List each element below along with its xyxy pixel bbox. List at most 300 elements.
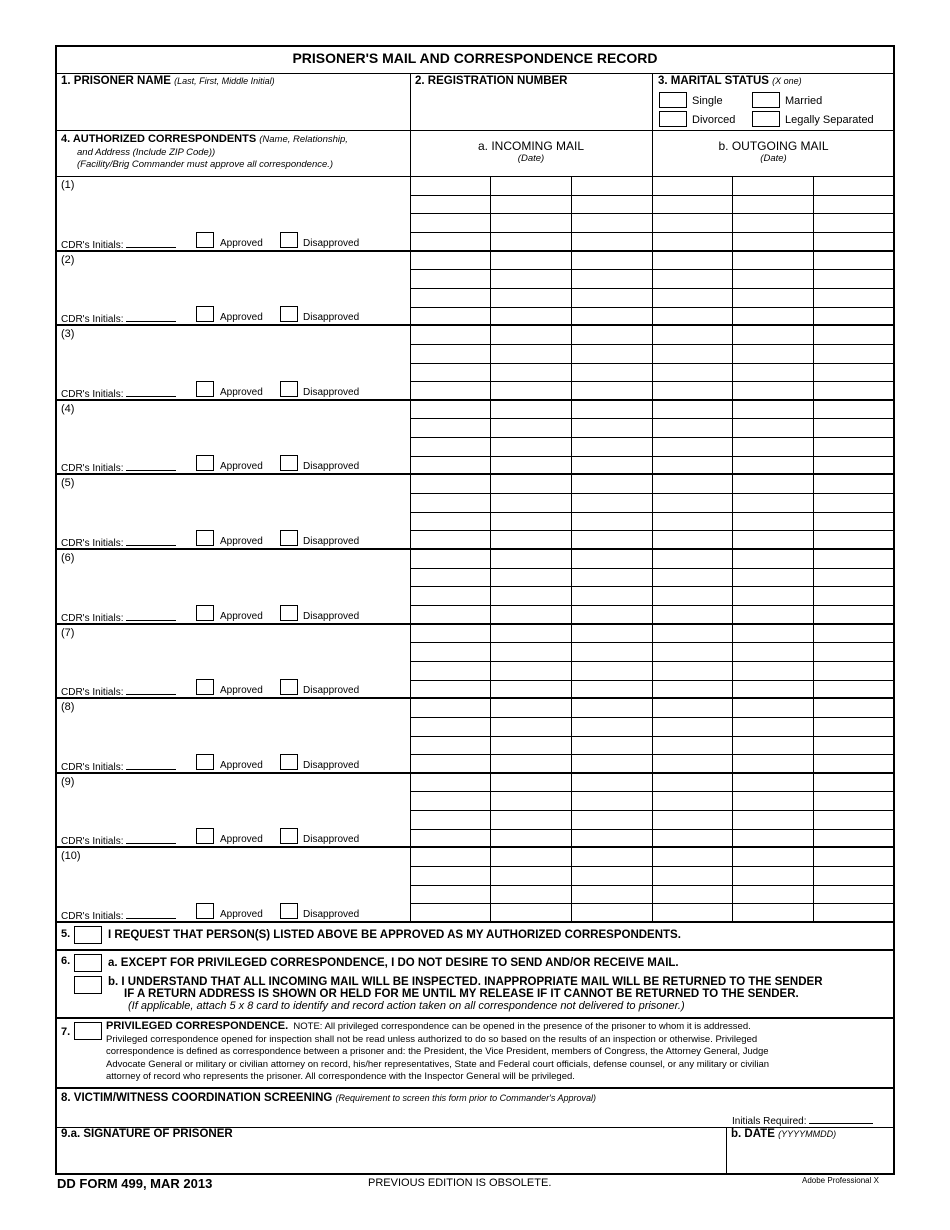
disapproved-checkbox[interactable] xyxy=(280,306,298,322)
approved-checkbox[interactable] xyxy=(196,679,214,695)
incoming-date-cell[interactable] xyxy=(410,288,490,307)
approved-checkbox[interactable] xyxy=(196,754,214,770)
cdr-initials-line[interactable] xyxy=(126,536,176,546)
incoming-date-cell[interactable] xyxy=(410,642,490,661)
incoming-date-cell[interactable] xyxy=(571,381,652,400)
cdr-initials-line[interactable] xyxy=(126,760,176,770)
section7-checkbox[interactable] xyxy=(74,1022,102,1040)
cdr-initials-line[interactable] xyxy=(126,238,176,248)
outgoing-date-cell[interactable] xyxy=(652,288,732,307)
outgoing-date-cell[interactable] xyxy=(732,288,813,307)
outgoing-date-cell[interactable] xyxy=(652,344,732,363)
outgoing-date-cell[interactable] xyxy=(652,791,732,810)
outgoing-date-cell[interactable] xyxy=(813,586,895,605)
outgoing-date-cell[interactable] xyxy=(652,325,732,344)
outgoing-date-cell[interactable] xyxy=(813,456,895,475)
incoming-date-cell[interactable] xyxy=(490,847,571,866)
outgoing-date-cell[interactable] xyxy=(652,213,732,232)
incoming-date-cell[interactable] xyxy=(410,810,490,829)
approved-checkbox[interactable] xyxy=(196,306,214,322)
outgoing-date-cell[interactable] xyxy=(652,661,732,680)
incoming-date-cell[interactable] xyxy=(490,288,571,307)
outgoing-date-cell[interactable] xyxy=(652,549,732,568)
outgoing-date-cell[interactable] xyxy=(652,829,732,848)
outgoing-date-cell[interactable] xyxy=(652,307,732,326)
incoming-date-cell[interactable] xyxy=(571,568,652,587)
outgoing-date-cell[interactable] xyxy=(813,903,895,922)
section8-initials-line[interactable] xyxy=(809,1114,873,1124)
incoming-date-cell[interactable] xyxy=(571,717,652,736)
outgoing-date-cell[interactable] xyxy=(652,605,732,624)
outgoing-date-cell[interactable] xyxy=(813,363,895,382)
incoming-date-cell[interactable] xyxy=(571,773,652,792)
incoming-date-cell[interactable] xyxy=(410,418,490,437)
outgoing-date-cell[interactable] xyxy=(732,512,813,531)
outgoing-date-cell[interactable] xyxy=(813,418,895,437)
incoming-date-cell[interactable] xyxy=(490,176,571,195)
incoming-date-cell[interactable] xyxy=(571,418,652,437)
outgoing-date-cell[interactable] xyxy=(732,456,813,475)
outgoing-date-cell[interactable] xyxy=(813,344,895,363)
incoming-date-cell[interactable] xyxy=(490,773,571,792)
section5-text: I REQUEST THAT PERSON(S) LISTED ABOVE BE APPROVED AS MY AUTHORIZED CORRESPONDENTS. xyxy=(108,929,681,941)
outgoing-date-cell[interactable] xyxy=(732,549,813,568)
outgoing-date-cell[interactable] xyxy=(652,474,732,493)
outgoing-date-cell[interactable] xyxy=(652,773,732,792)
outgoing-date-cell[interactable] xyxy=(813,325,895,344)
outgoing-date-cell[interactable] xyxy=(652,456,732,475)
incoming-date-cell[interactable] xyxy=(571,269,652,288)
incoming-date-cell[interactable] xyxy=(410,791,490,810)
outgoing-date-cell[interactable] xyxy=(732,195,813,214)
cdr-initials-line[interactable] xyxy=(126,461,176,471)
outgoing-date-cell[interactable] xyxy=(813,680,895,699)
incoming-date-cell[interactable] xyxy=(490,810,571,829)
incoming-date-cell[interactable] xyxy=(410,251,490,270)
outgoing-date-cell[interactable] xyxy=(813,437,895,456)
incoming-date-cell[interactable] xyxy=(571,586,652,605)
outgoing-date-cell[interactable] xyxy=(732,232,813,251)
disapproved-checkbox[interactable] xyxy=(280,455,298,471)
grid-column-line xyxy=(490,176,491,922)
outgoing-date-cell[interactable] xyxy=(732,400,813,419)
outgoing-date-cell[interactable] xyxy=(652,195,732,214)
incoming-date-cell[interactable] xyxy=(571,400,652,419)
incoming-date-cell[interactable] xyxy=(410,866,490,885)
outgoing-date-cell[interactable] xyxy=(652,624,732,643)
single-checkbox[interactable] xyxy=(659,92,687,108)
incoming-date-cell[interactable] xyxy=(571,213,652,232)
registration-number-field[interactable] xyxy=(415,75,568,87)
incoming-date-cell[interactable] xyxy=(410,530,490,549)
outgoing-date-cell[interactable] xyxy=(813,307,895,326)
incoming-date-cell[interactable] xyxy=(490,530,571,549)
outgoing-date-cell[interactable] xyxy=(813,232,895,251)
software-note: Adobe Professional X xyxy=(802,1176,879,1185)
incoming-date-cell[interactable] xyxy=(490,456,571,475)
incoming-date-cell[interactable] xyxy=(490,754,571,773)
incoming-date-cell[interactable] xyxy=(490,251,571,270)
incoming-date-cell[interactable] xyxy=(571,829,652,848)
outgoing-date-cell[interactable] xyxy=(813,213,895,232)
incoming-date-cell[interactable] xyxy=(410,698,490,717)
incoming-date-cell[interactable] xyxy=(410,381,490,400)
outgoing-date-cell[interactable] xyxy=(732,568,813,587)
disapproved-checkbox[interactable] xyxy=(280,903,298,919)
outgoing-date-cell[interactable] xyxy=(813,288,895,307)
incoming-date-cell[interactable] xyxy=(410,232,490,251)
outgoing-date-cell[interactable] xyxy=(732,344,813,363)
outgoing-date-cell[interactable] xyxy=(813,642,895,661)
outgoing-date-cell[interactable] xyxy=(813,251,895,270)
incoming-date-cell[interactable] xyxy=(410,605,490,624)
outgoing-date-cell[interactable] xyxy=(732,213,813,232)
incoming-date-cell[interactable] xyxy=(571,307,652,326)
incoming-date-cell[interactable] xyxy=(410,363,490,382)
outgoing-date-cell[interactable] xyxy=(732,624,813,643)
section5-checkbox[interactable] xyxy=(74,926,102,944)
outgoing-date-cell[interactable] xyxy=(732,717,813,736)
incoming-date-cell[interactable] xyxy=(490,232,571,251)
outgoing-date-cell[interactable] xyxy=(732,381,813,400)
incoming-date-cell[interactable] xyxy=(410,680,490,699)
incoming-date-cell[interactable] xyxy=(410,549,490,568)
cdr-initials-line[interactable] xyxy=(126,685,176,695)
incoming-date-cell[interactable] xyxy=(490,717,571,736)
incoming-date-cell[interactable] xyxy=(571,176,652,195)
outgoing-date-cell[interactable] xyxy=(652,418,732,437)
incoming-date-cell[interactable] xyxy=(490,213,571,232)
incoming-date-cell[interactable] xyxy=(490,680,571,699)
outgoing-date-cell[interactable] xyxy=(813,661,895,680)
outgoing-date-cell[interactable] xyxy=(652,493,732,512)
outgoing-date-cell[interactable] xyxy=(813,474,895,493)
separated-checkbox[interactable] xyxy=(752,111,780,127)
outgoing-date-cell[interactable] xyxy=(732,754,813,773)
outgoing-date-cell[interactable] xyxy=(813,754,895,773)
outgoing-date-cell[interactable] xyxy=(732,269,813,288)
outgoing-date-cell[interactable] xyxy=(813,530,895,549)
outgoing-date-cell[interactable] xyxy=(732,530,813,549)
approved-checkbox[interactable] xyxy=(196,530,214,546)
outgoing-date-cell[interactable] xyxy=(732,586,813,605)
date-field[interactable] xyxy=(731,1128,836,1140)
outgoing-date-cell[interactable] xyxy=(652,363,732,382)
outgoing-date-cell[interactable] xyxy=(652,568,732,587)
incoming-date-cell[interactable] xyxy=(410,400,490,419)
outgoing-date-cell[interactable] xyxy=(652,866,732,885)
incoming-date-cell[interactable] xyxy=(571,605,652,624)
incoming-date-cell[interactable] xyxy=(490,269,571,288)
incoming-date-cell[interactable] xyxy=(490,791,571,810)
incoming-date-cell[interactable] xyxy=(490,512,571,531)
disapproved-checkbox[interactable] xyxy=(280,381,298,397)
incoming-date-cell[interactable] xyxy=(571,661,652,680)
incoming-date-cell[interactable] xyxy=(571,512,652,531)
approved-checkbox[interactable] xyxy=(196,232,214,248)
incoming-date-cell[interactable] xyxy=(490,903,571,922)
incoming-date-cell[interactable] xyxy=(410,437,490,456)
incoming-date-cell[interactable] xyxy=(571,866,652,885)
correspondent-number: (10) xyxy=(61,850,81,863)
outgoing-date-cell[interactable] xyxy=(813,605,895,624)
married-checkbox[interactable] xyxy=(752,92,780,108)
correspondents-hint-1: (Name, Relationship, xyxy=(259,134,348,145)
incoming-date-cell[interactable] xyxy=(410,586,490,605)
incoming-date-cell[interactable] xyxy=(410,568,490,587)
incoming-date-cell[interactable] xyxy=(410,773,490,792)
outgoing-date-cell[interactable] xyxy=(652,437,732,456)
signature-field[interactable] xyxy=(61,1128,233,1140)
outgoing-date-cell[interactable] xyxy=(732,418,813,437)
incoming-date-cell[interactable] xyxy=(490,344,571,363)
incoming-date-cell[interactable] xyxy=(490,661,571,680)
outgoing-date-cell[interactable] xyxy=(813,269,895,288)
section7-number: 7. xyxy=(61,1026,71,1038)
outgoing-date-cell[interactable] xyxy=(652,903,732,922)
incoming-date-cell[interactable] xyxy=(490,325,571,344)
incoming-date-cell[interactable] xyxy=(490,437,571,456)
incoming-date-cell[interactable] xyxy=(490,418,571,437)
outgoing-date-cell[interactable] xyxy=(652,642,732,661)
incoming-date-cell[interactable] xyxy=(571,791,652,810)
incoming-date-cell[interactable] xyxy=(490,195,571,214)
outgoing-date-cell[interactable] xyxy=(732,325,813,344)
married-label: Married xyxy=(785,95,823,107)
outgoing-date-cell[interactable] xyxy=(652,381,732,400)
outgoing-date-cell[interactable] xyxy=(652,232,732,251)
incoming-date-cell[interactable] xyxy=(410,717,490,736)
incoming-date-cell[interactable] xyxy=(571,344,652,363)
outgoing-date-cell[interactable] xyxy=(652,847,732,866)
outgoing-date-cell[interactable] xyxy=(732,176,813,195)
outgoing-date-cell[interactable] xyxy=(813,624,895,643)
incoming-date-cell[interactable] xyxy=(410,624,490,643)
outgoing-date-cell[interactable] xyxy=(732,847,813,866)
disapproved-checkbox[interactable] xyxy=(280,754,298,770)
outgoing-date-cell[interactable] xyxy=(652,736,732,755)
incoming-date-cell[interactable] xyxy=(571,549,652,568)
outgoing-date-cell[interactable] xyxy=(813,698,895,717)
cdr-initials-line[interactable] xyxy=(126,312,176,322)
incoming-date-cell[interactable] xyxy=(410,195,490,214)
incoming-date-cell[interactable] xyxy=(410,344,490,363)
incoming-date-cell[interactable] xyxy=(571,810,652,829)
outgoing-date-cell[interactable] xyxy=(813,493,895,512)
incoming-date-cell[interactable] xyxy=(571,195,652,214)
incoming-date-cell[interactable] xyxy=(571,325,652,344)
incoming-date-cell[interactable] xyxy=(571,288,652,307)
incoming-date-cell[interactable] xyxy=(410,493,490,512)
outgoing-date-cell[interactable] xyxy=(813,512,895,531)
incoming-date-cell[interactable] xyxy=(571,363,652,382)
incoming-date-cell[interactable] xyxy=(571,754,652,773)
outgoing-date-cell[interactable] xyxy=(652,269,732,288)
outgoing-date-cell[interactable] xyxy=(652,698,732,717)
approved-checkbox[interactable] xyxy=(196,381,214,397)
approved-label: Approved xyxy=(220,685,263,697)
outgoing-date-cell[interactable] xyxy=(813,381,895,400)
outgoing-date-cell[interactable] xyxy=(652,586,732,605)
incoming-date-cell[interactable] xyxy=(490,624,571,643)
disapproved-label: Disapproved xyxy=(303,610,360,622)
section6a-checkbox[interactable] xyxy=(74,954,102,972)
incoming-date-cell[interactable] xyxy=(571,642,652,661)
outgoing-date-cell[interactable] xyxy=(813,400,895,419)
incoming-date-cell[interactable] xyxy=(571,885,652,904)
incoming-date-cell[interactable] xyxy=(410,325,490,344)
incoming-date-cell[interactable] xyxy=(571,698,652,717)
incoming-date-cell[interactable] xyxy=(410,829,490,848)
cdr-initials-line[interactable] xyxy=(126,834,176,844)
incoming-date-cell[interactable] xyxy=(410,176,490,195)
incoming-date-cell[interactable] xyxy=(490,400,571,419)
incoming-date-cell[interactable] xyxy=(571,456,652,475)
incoming-date-cell[interactable] xyxy=(410,213,490,232)
incoming-date-cell[interactable] xyxy=(571,736,652,755)
incoming-date-cell[interactable] xyxy=(490,605,571,624)
incoming-date-cell[interactable] xyxy=(410,903,490,922)
incoming-date-cell[interactable] xyxy=(571,437,652,456)
incoming-date-cell[interactable] xyxy=(490,866,571,885)
outgoing-date-cell[interactable] xyxy=(732,493,813,512)
outgoing-date-cell[interactable] xyxy=(732,474,813,493)
cdr-initials-line[interactable] xyxy=(126,611,176,621)
grid-column-line xyxy=(813,176,814,922)
outgoing-date-cell[interactable] xyxy=(813,736,895,755)
incoming-date-cell[interactable] xyxy=(571,474,652,493)
incoming-date-cell[interactable] xyxy=(490,586,571,605)
incoming-date-cell[interactable] xyxy=(410,847,490,866)
incoming-date-cell[interactable] xyxy=(571,530,652,549)
incoming-date-cell[interactable] xyxy=(410,474,490,493)
outgoing-date-cell[interactable] xyxy=(732,307,813,326)
signature-label: 9.a. SIGNATURE OF PRISONER xyxy=(61,1128,233,1140)
outgoing-date-cell[interactable] xyxy=(732,605,813,624)
outgoing-date-cell[interactable] xyxy=(652,717,732,736)
outgoing-date-cell[interactable] xyxy=(652,251,732,270)
incoming-date-cell[interactable] xyxy=(571,624,652,643)
outgoing-date-cell[interactable] xyxy=(732,810,813,829)
incoming-date-cell[interactable] xyxy=(410,661,490,680)
incoming-date-cell[interactable] xyxy=(410,736,490,755)
outgoing-date-cell[interactable] xyxy=(652,680,732,699)
incoming-date-cell[interactable] xyxy=(571,903,652,922)
section6b-checkbox[interactable] xyxy=(74,976,102,994)
outgoing-date-cell[interactable] xyxy=(732,642,813,661)
outgoing-date-cell[interactable] xyxy=(732,736,813,755)
disapproved-checkbox[interactable] xyxy=(280,605,298,621)
outgoing-date-cell[interactable] xyxy=(732,661,813,680)
section8-initials[interactable] xyxy=(732,1114,873,1127)
outgoing-date-cell[interactable] xyxy=(813,810,895,829)
incoming-date-cell[interactable] xyxy=(410,885,490,904)
incoming-date-cell[interactable] xyxy=(410,269,490,288)
outgoing-date-cell[interactable] xyxy=(732,251,813,270)
outgoing-date-cell[interactable] xyxy=(813,176,895,195)
incoming-date-cell[interactable] xyxy=(490,698,571,717)
correspondent-number: (1) xyxy=(61,179,75,191)
approved-checkbox[interactable] xyxy=(196,903,214,919)
approved-checkbox[interactable] xyxy=(196,455,214,471)
disapproved-checkbox[interactable] xyxy=(280,828,298,844)
incoming-date-cell[interactable] xyxy=(410,754,490,773)
disapproved-checkbox[interactable] xyxy=(280,679,298,695)
outgoing-date-cell[interactable] xyxy=(652,530,732,549)
incoming-date-cell[interactable] xyxy=(490,642,571,661)
prisoner-name-field[interactable] xyxy=(61,75,275,87)
incoming-date-cell[interactable] xyxy=(490,736,571,755)
outgoing-date-cell[interactable] xyxy=(732,866,813,885)
outgoing-date-cell[interactable] xyxy=(813,549,895,568)
incoming-date-cell[interactable] xyxy=(571,493,652,512)
incoming-date-cell[interactable] xyxy=(571,680,652,699)
outgoing-date-cell[interactable] xyxy=(732,363,813,382)
outgoing-date-cell[interactable] xyxy=(652,176,732,195)
incoming-date-cell[interactable] xyxy=(410,512,490,531)
outgoing-date-cell[interactable] xyxy=(652,885,732,904)
outgoing-date-cell[interactable] xyxy=(813,195,895,214)
incoming-date-cell[interactable] xyxy=(571,251,652,270)
divorced-checkbox[interactable] xyxy=(659,111,687,127)
outgoing-date-cell[interactable] xyxy=(732,773,813,792)
outgoing-date-cell[interactable] xyxy=(652,754,732,773)
incoming-date-cell[interactable] xyxy=(410,307,490,326)
incoming-date-cell[interactable] xyxy=(490,307,571,326)
approved-label: Approved xyxy=(220,461,263,473)
incoming-date-cell[interactable] xyxy=(571,847,652,866)
outgoing-date-cell[interactable] xyxy=(813,829,895,848)
outgoing-date-cell[interactable] xyxy=(813,847,895,866)
incoming-date-cell[interactable] xyxy=(571,232,652,251)
grid-column-line xyxy=(571,176,572,922)
outgoing-date-cell[interactable] xyxy=(732,680,813,699)
outgoing-date-cell[interactable] xyxy=(732,698,813,717)
incoming-date-cell[interactable] xyxy=(490,474,571,493)
outgoing-date-cell[interactable] xyxy=(813,791,895,810)
outgoing-date-cell[interactable] xyxy=(652,400,732,419)
incoming-date-cell[interactable] xyxy=(490,493,571,512)
outgoing-date-cell[interactable] xyxy=(652,810,732,829)
outgoing-date-cell[interactable] xyxy=(732,829,813,848)
disapproved-checkbox[interactable] xyxy=(280,530,298,546)
outgoing-date-cell[interactable] xyxy=(813,866,895,885)
approved-checkbox[interactable] xyxy=(196,605,214,621)
incoming-date-cell[interactable] xyxy=(490,549,571,568)
outgoing-date-cell[interactable] xyxy=(652,512,732,531)
outgoing-date-cell[interactable] xyxy=(732,903,813,922)
outgoing-date-cell[interactable] xyxy=(732,885,813,904)
disapproved-label: Disapproved xyxy=(303,536,360,547)
incoming-date-cell[interactable] xyxy=(410,456,490,475)
incoming-date-cell[interactable] xyxy=(490,381,571,400)
outgoing-date-cell[interactable] xyxy=(813,568,895,587)
disapproved-checkbox[interactable] xyxy=(280,232,298,248)
approved-checkbox[interactable] xyxy=(196,828,214,844)
cdr-initials-line[interactable] xyxy=(126,909,176,919)
cdr-initials-line[interactable] xyxy=(126,387,176,397)
outgoing-date-cell[interactable] xyxy=(732,791,813,810)
approved-label: Approved xyxy=(220,237,263,249)
outgoing-date-cell[interactable] xyxy=(813,717,895,736)
outgoing-date-cell[interactable] xyxy=(813,885,895,904)
incoming-date-cell[interactable] xyxy=(490,363,571,382)
incoming-date-cell[interactable] xyxy=(490,885,571,904)
outgoing-date-cell[interactable] xyxy=(813,773,895,792)
incoming-date-cell[interactable] xyxy=(490,829,571,848)
outgoing-date-cell[interactable] xyxy=(732,437,813,456)
incoming-date-cell[interactable] xyxy=(490,568,571,587)
